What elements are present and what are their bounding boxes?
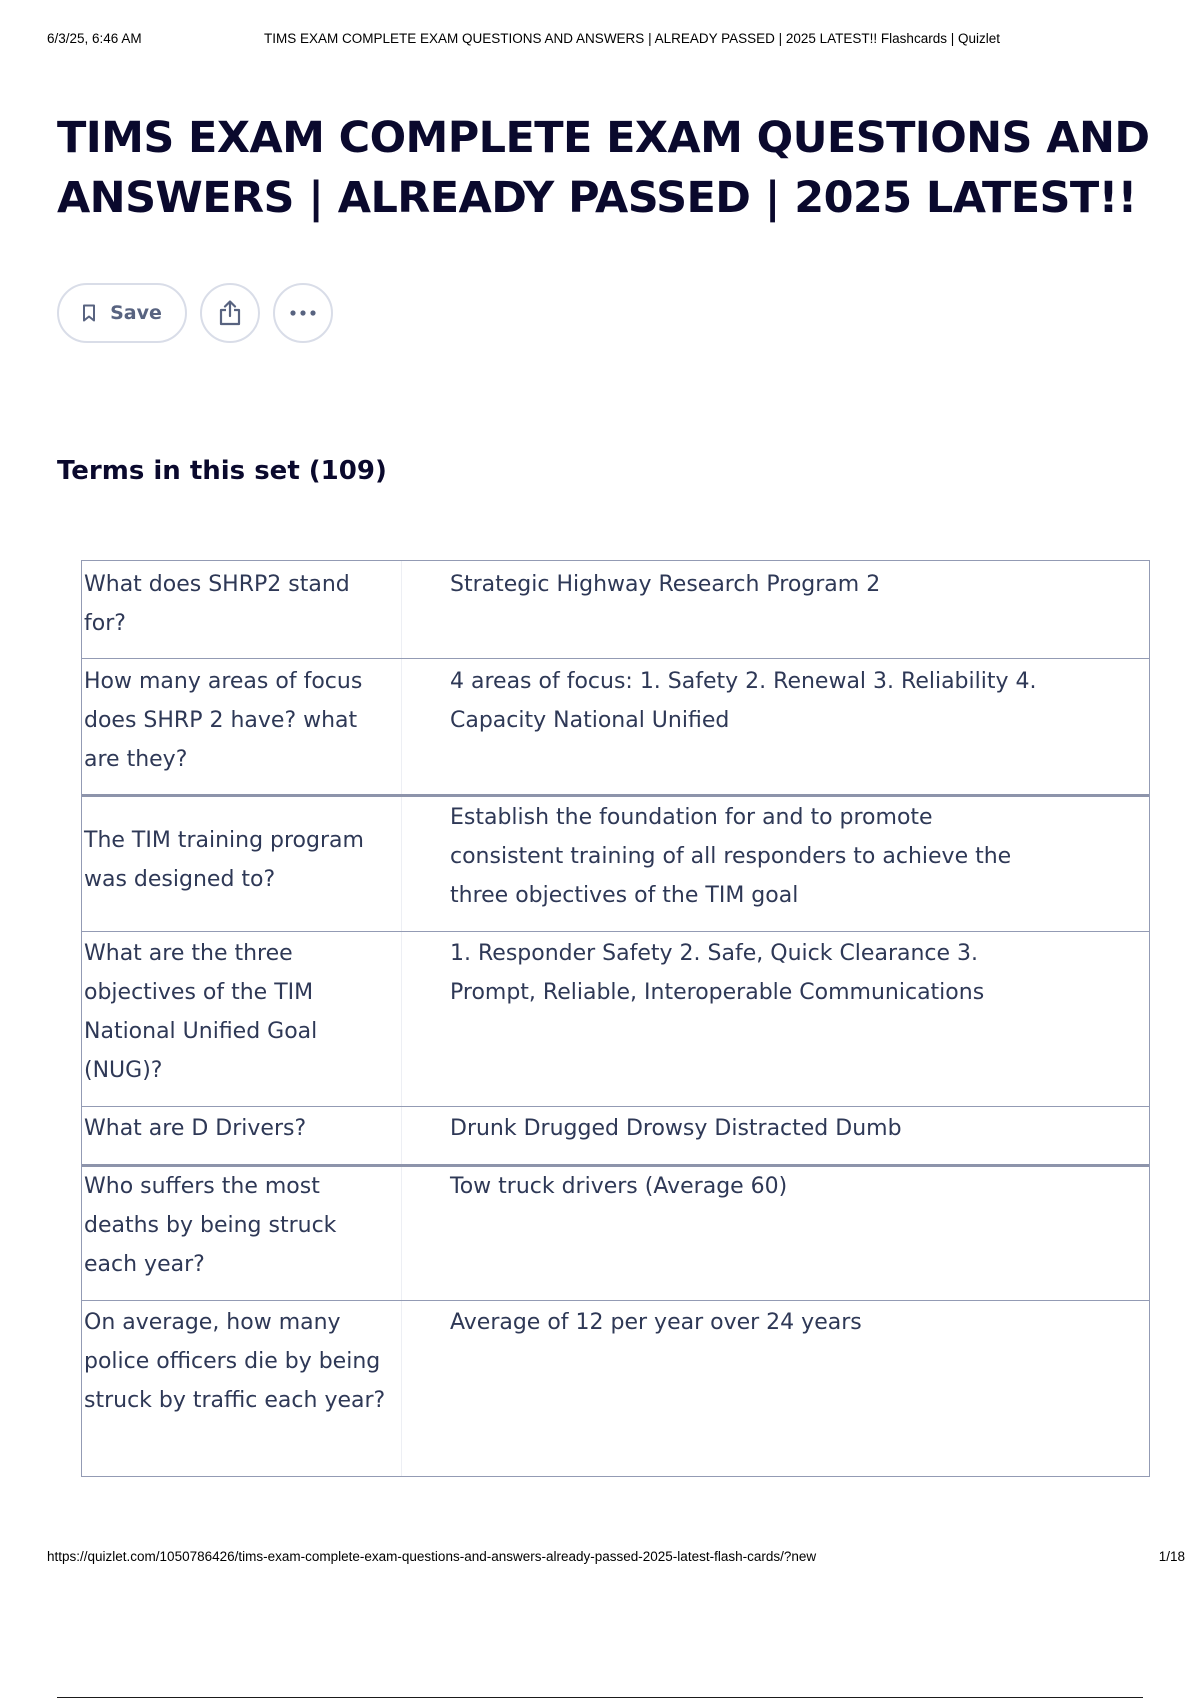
term-cell: What does SHRP2 stand for?: [82, 561, 402, 658]
definition-cell: Average of 12 per year over 24 years: [450, 1310, 862, 1335]
table-row: [82, 1106, 1149, 1164]
table-row: [82, 1300, 1149, 1476]
term-cell: What are the three objectives of the TIM National Unified Goal (NUG)?: [82, 932, 402, 1106]
term-cell: How many areas of focus does SHRP 2 have? what are they?: [82, 659, 402, 794]
save-button[interactable]: [57, 283, 187, 343]
print-date: 6/3/25, 6:46 AM: [47, 31, 142, 46]
definition-cell: Strategic Highway Research Program 2: [450, 572, 881, 597]
table-row: [82, 561, 1149, 658]
table-row: [82, 658, 1149, 794]
bookmark-icon: [82, 304, 96, 322]
page-url: https://quizlet.com/1050786426/tims-exam-complete-exam-questions-and-answers-already-passed-2025-latest-flash-cards/?new: [47, 1549, 817, 1564]
table-row: [82, 794, 1149, 931]
set-actions: [57, 283, 346, 343]
terms-table: [81, 560, 1150, 1477]
definition-cell: Establish the foundation for and to promote consistent training of all responders to achieve the three objectives of the TIM goal: [450, 805, 1012, 908]
terms-heading: Terms in this set (109): [57, 456, 387, 486]
term-cell: On average, how many police officers die by being struck by traffic each year?: [82, 1301, 402, 1476]
page-number: 1/18: [1158, 1549, 1185, 1564]
definition-cell: 4 areas of focus: 1. Safety 2. Renewal 3. Reliability 4. Capacity National Unified: [450, 669, 1037, 733]
page-divider: [57, 1697, 1143, 1698]
table-row: [82, 931, 1149, 1106]
save-button-label: Save: [110, 302, 162, 324]
term-cell: The TIM training program was designed to?: [82, 797, 402, 931]
print-doc-title: TIMS EXAM COMPLETE EXAM QUESTIONS AND ANSWERS | ALREADY PASSED | 2025 LATEST!! Flashcards | Quizlet: [264, 31, 1000, 46]
definition-cell: Tow truck drivers (Average 60): [450, 1174, 788, 1199]
definition-cell: 1. Responder Safety 2. Safe, Quick Clearance 3. Prompt, Reliable, Interoperable Communications: [450, 941, 985, 1005]
share-icon: [218, 300, 242, 326]
term-cell: What are D Drivers?: [82, 1107, 402, 1164]
more-icon: [289, 309, 317, 317]
page-title: TIMS EXAM COMPLETE EXAM QUESTIONS AND ANSWERS | ALREADY PASSED | 2025 LATEST!!: [57, 113, 1150, 223]
term-cell: Who suffers the most deaths by being struck each year?: [82, 1167, 402, 1300]
more-options-button[interactable]: [273, 283, 333, 343]
share-button[interactable]: [200, 283, 260, 343]
definition-cell: Drunk Drugged Drowsy Distracted Dumb: [450, 1116, 902, 1141]
print-header: [47, 31, 1138, 49]
table-row: [82, 1164, 1149, 1300]
